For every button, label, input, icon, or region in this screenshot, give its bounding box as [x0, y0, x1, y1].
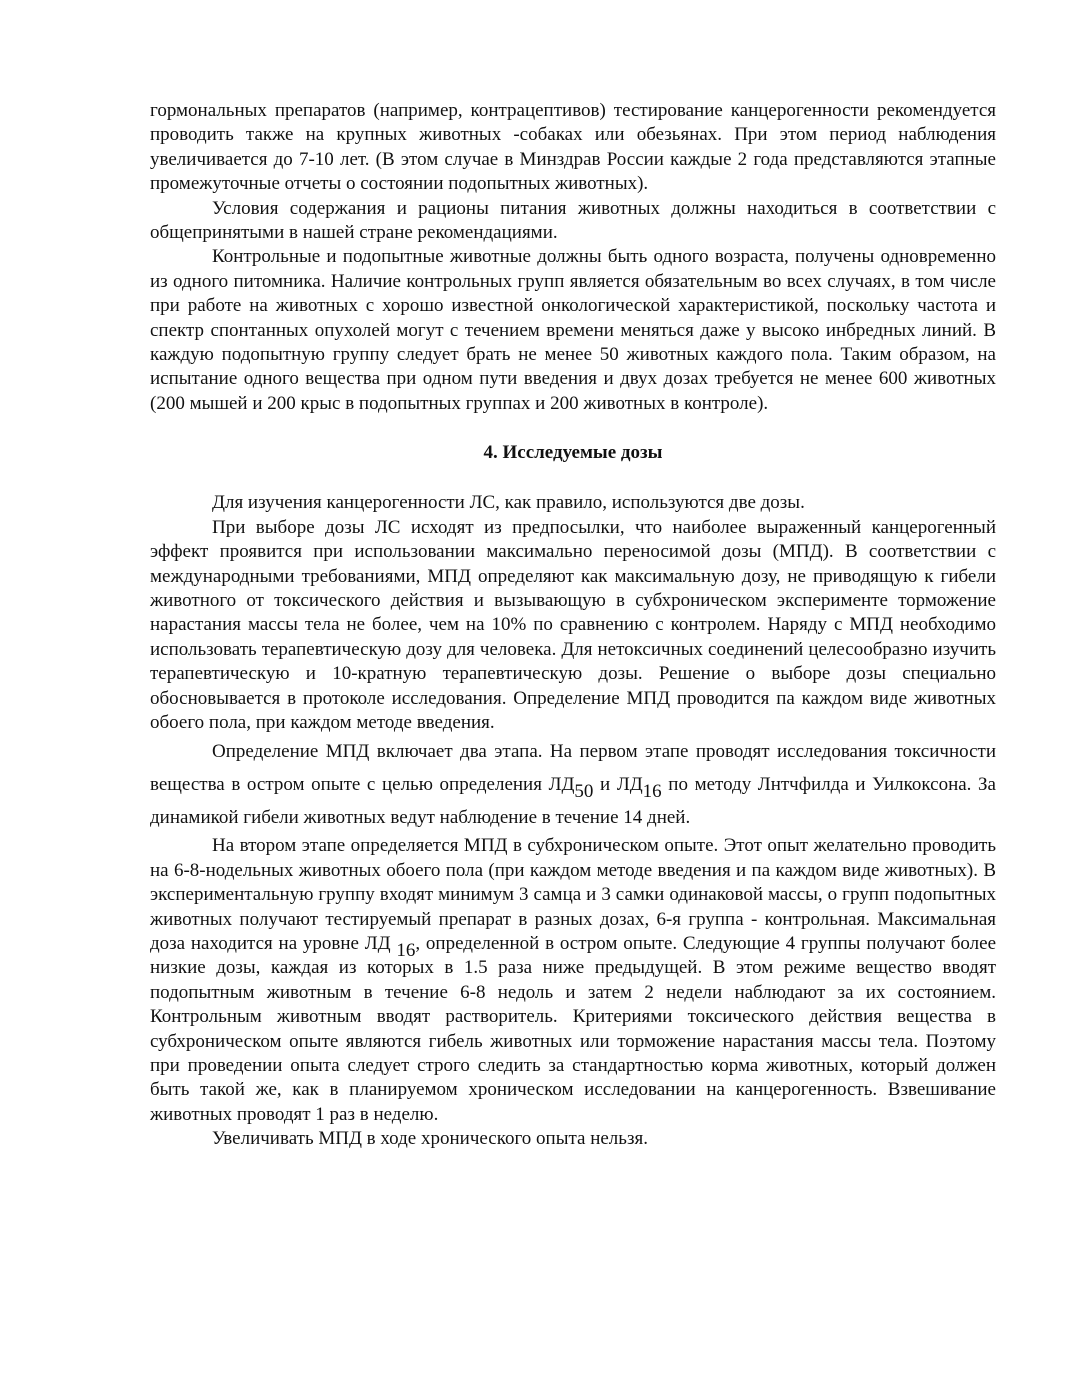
text-run: , определенной в остром опыте. Следующие 4 группы получают более низкие дозы, каждая из которых в 1.5 раза ниже предыдущей. В этом режиме вещество вводят подопытным животным в течение 6-8 недоль и затем 2 недели наблюдают за их состоянием. Контрольным животным вводят растворитель. Критериями токсического действия вещества в субхроническом опыте являются гибель животных или торможение нарастания массы тела. Поэтому при проведении опыта следует строго следить за стандартностью корма животных, который должен быть такой же, как в планируемом хроническом исследовании на канцерогенность. Взвешивание животных проводят 1 раз в неделю. — [150, 932, 997, 1125]
text-run: по методу Лнтчфилда и Уилкоксона. За динамикой гибели животных ведут наблюдение в течение 14 дней. — [150, 774, 996, 829]
paragraph: Для изучения канцерогенности ЛС, как правило, используются две дозы. — [212, 492, 805, 514]
subscript: 50 — [574, 781, 594, 803]
paragraph-stages — [150, 735, 996, 834]
paragraph: гормональных препаратов (например, контрацептивов) тестирование канцерогенности рекомендуется проводить также на крупных животных -собаках или обезьянах. При этом период наблюдения увеличивается до 7-10 лет. (В этом случае в Минздрав России каждые 2 года представляются этапные промежуточные отчеты о состоянии подопытных животных). — [150, 100, 996, 195]
subscript: 16 — [396, 939, 416, 961]
text-run: На втором этапе определяется МПД в субхроническом опыте. Этот опыт желательно проводить на 6-8-нодельных животных обоего пола (при каждом методе введения и па каждом виде животных). В экспериментальную группу входят минимум 3 самца и 3 самки одинаковой массы, о групп подопытных животных получают тестируемый препарат в разных дозах, 6-я группа - контрольная. Максимальная доза находится на уровне ЛД — [150, 835, 996, 954]
paragraph: При выборе дозы ЛС исходят из предпосылки, что наиболее выраженный канцерогенный эффект проявится при использовании максимально переносимой дозы (МПД). В соответствии с международными требованиями, МПД определяют как максимальную дозу, не приводящую к гибели животного от токсического действия и вызывающую в субхроническом эксперименте торможение нарастания массы тела не более, чем на 10% по сравнению с контролем. Наряду с МПД необходимо использовать терапевтическую дозу для человека. Для нетоксичных соединений целесообразно изучить терапевтическую и 10-кратную терапевтическую дозы. Решение о выборе дозы специально обосновывается в протоколе исследования. Определение МПД проводится па каждом виде животных обоего пола, при каждом методе введения. — [150, 516, 996, 733]
paragraph: Условия содержания и рационы питания животных должны находиться в соответствии с общепринятыми в нашей стране рекомендациями. — [150, 197, 996, 244]
paragraph: Контрольные и подопытные животные должны быть одного возраста, получены одновременно из одного питомника. Наличие контрольных групп является обязательным во всех случаях, в том числе при работе на животных с хорошо известной онкологической характеристикой, поскольку частота и спектр спонтанных опухолей могут с течением времени меняться даже у высоко инбредных линий. В каждую подопытную группу следует брать не менее 50 животных каждого пола. Таким образом, на испытание одного вещества при одном пути введения и двух дозах требуется не менее 600 животных (200 мышей и 200 крыс в подопытных группах и 200 животных в контроле). — [150, 246, 996, 414]
section-heading: 4. Исследуемые дозы — [483, 442, 663, 464]
subscript: 16 — [642, 781, 662, 803]
document-page — [150, 99, 996, 1152]
paragraph-second-stage — [150, 834, 996, 1127]
text-run: Определение МПД включает два этапа. На первом этапе проводят исследования токсичности вещества в остром опыте с целью определения ЛД — [150, 741, 996, 796]
paragraph: Увеличивать МПД в ходе хронического опыта нельзя. — [212, 1128, 648, 1150]
text-run: и ЛД — [593, 774, 643, 796]
